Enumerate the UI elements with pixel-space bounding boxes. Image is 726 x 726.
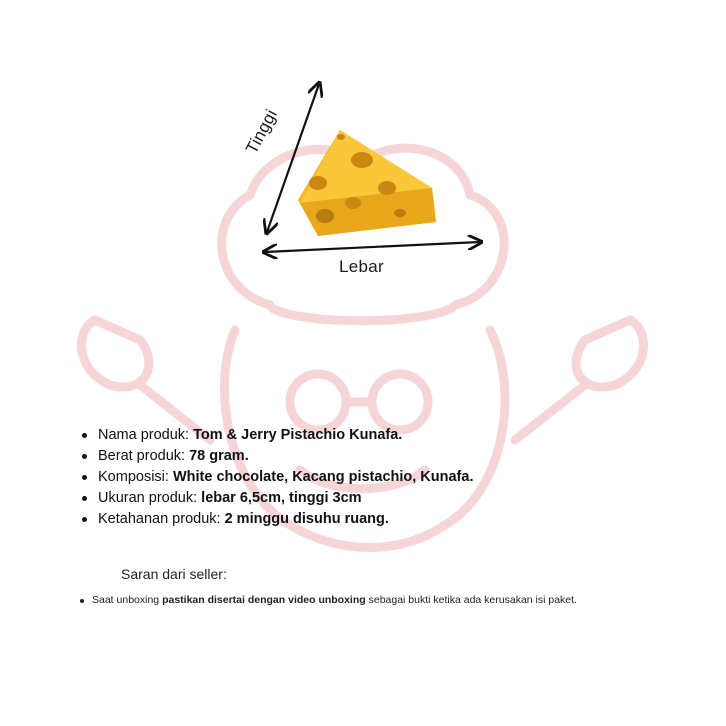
seller-advice-list — [78, 593, 577, 608]
cheese-wedge-icon — [298, 130, 436, 236]
product-dimension-diagram — [0, 0, 726, 300]
product-spec-list — [80, 425, 473, 530]
spec-item — [80, 467, 473, 488]
spec-label: Ukuran produk: — [98, 490, 202, 506]
spec-item — [80, 488, 473, 509]
spec-value: lebar 6,5cm, tinggi 3cm — [201, 490, 362, 506]
width-arrow — [265, 242, 480, 252]
spec-label: Nama produk: — [98, 427, 194, 443]
seller-advice-title: Saran dari seller: — [121, 566, 227, 582]
spec-label: Ketahanan produk: — [98, 511, 225, 527]
spec-label: Berat produk: — [98, 448, 190, 464]
spec-item — [80, 446, 473, 467]
spec-label: Komposisi: — [98, 469, 173, 485]
height-label: Tinggi — [242, 106, 282, 157]
advice-item — [78, 593, 577, 608]
spec-item — [80, 509, 473, 530]
advice-text-bold: pastikan disertai dengan video unboxing — [162, 594, 366, 606]
spec-value: Tom & Jerry Pistachio Kunafa. — [193, 427, 403, 443]
spec-value: White chocolate, Kacang pistachio, Kunafa. — [172, 469, 474, 485]
width-label: Lebar — [339, 257, 384, 276]
advice-text-after: sebagai bukti ketika ada kerusakan isi paket. — [365, 594, 577, 606]
advice-text-before: Saat unboxing — [92, 594, 163, 606]
spec-value: 78 gram. — [189, 448, 249, 464]
spec-value: 2 minggu disuhu ruang. — [224, 511, 389, 527]
spec-item — [80, 425, 473, 446]
